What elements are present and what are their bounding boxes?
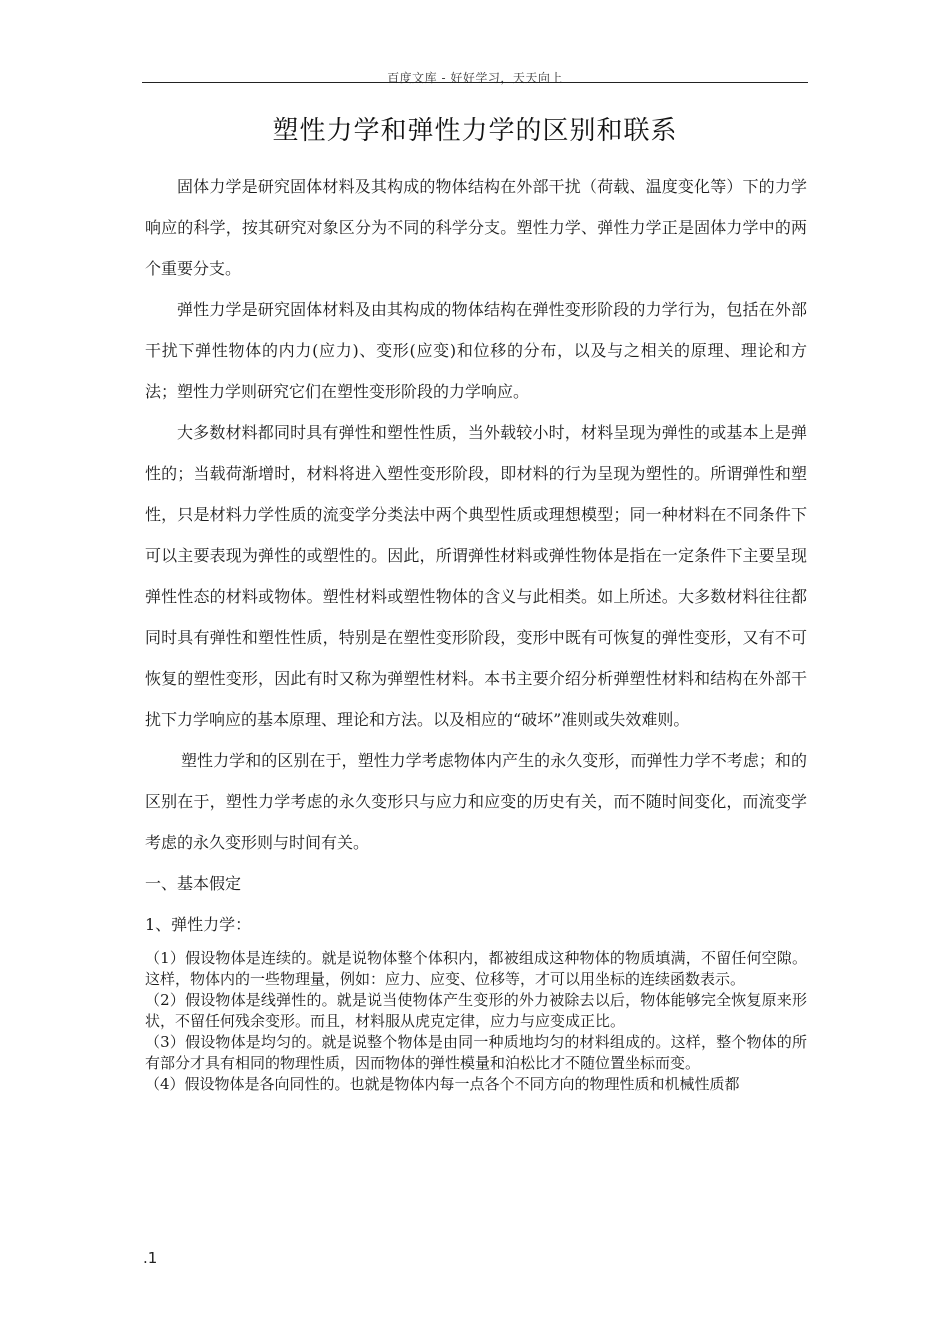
paragraph: 弹性力学是研究固体材料及由其构成的物体结构在弹性变形阶段的力学行为，包括在外部干扰下弹性物体的内力(应力)、变形(应变)和位移的分布，以及与之相关的原理、理论和方法；塑性力学则研究它们在塑性变形阶段的力学响应。 <box>145 300 807 401</box>
paragraph: 固体力学是研究固体材料及其构成的物体结构在外部干扰（荷载、温度变化等）下的力学响应的科学，按其研究对象区分为不同的科学分支。塑性力学、弹性力学正是固体力学中的两个重要分支。 <box>145 177 807 278</box>
document-body <box>145 166 807 1095</box>
subsection-heading: 1、弹性力学： <box>145 915 252 934</box>
section-heading: 一、基本假定 <box>145 874 242 893</box>
page-header: 百度文库 - 好好学习，天天向上 <box>387 71 563 85</box>
assumption-item: （4）假设物体是各向同性的。也就是物体内每一点各个不同方向的物理性质和机械性质都 <box>145 1075 740 1093</box>
assumption-item: （1）假设物体是连续的。就是说物体整个体积内，都被组成这种物体的物质填满，不留任何空隙。这样，物体内的一些物理量，例如：应力、应变、位移等，才可以用坐标的连续函数表示。 <box>145 949 807 988</box>
assumption-item: （2）假设物体是线弹性的。就是说当使物体产生变形的外力被除去以后，物体能够完全恢复原来形状，不留任何残余变形。而且，材料服从虎克定律，应力与应变成正比。 <box>145 991 807 1030</box>
header-divider <box>142 82 808 83</box>
paragraph: 塑性力学和的区别在于，塑性力学考虑物体内产生的永久变形，而弹性力学不考虑；和的区别在于，塑性力学考虑的永久变形只与应力和应变的历史有关，而不随时间变化，而流变学考虑的永久变形则与时间有关。 <box>145 751 807 852</box>
document-title: 塑性力学和弹性力学的区别和联系 <box>272 116 678 146</box>
page-number: .1 <box>143 1249 158 1267</box>
paragraph: 大多数材料都同时具有弹性和塑性性质，当外载较小时，材料呈现为弹性的或基本上是弹性的；当载荷渐增时，材料将进入塑性变形阶段，即材料的行为呈现为塑性的。所谓弹性和塑性，只是材料力学性质的流变学分类法中两个典型性质或理想模型；同一种材料在不同条件下可以主要表现为弹性的或塑性的。因此，所谓弹性材料或弹性物体是指在一定条件下主要呈现弹性性态的材料或物体。塑性材料或塑性物体的含义与此相类。如上所述。大多数材料往往都同时具有弹性和塑性性质，特别是在塑性变形阶段，变形中既有可恢复的弹性变形，又有不可恢复的塑性变形，因此有时又称为弹塑性材料。本书主要介绍分析弹塑性材料和结构在外部干扰下力学响应的基本原理、理论和方法。以及相应的“破坏”准则或失效难则。 <box>145 423 807 729</box>
assumption-item: （3）假设物体是均匀的。就是说整个物体是由同一种质地均匀的材料组成的。这样，整个物体的所有部分才具有相同的物理性质，因而物体的弹性模量和泊松比才不随位置坐标而变。 <box>145 1033 807 1072</box>
